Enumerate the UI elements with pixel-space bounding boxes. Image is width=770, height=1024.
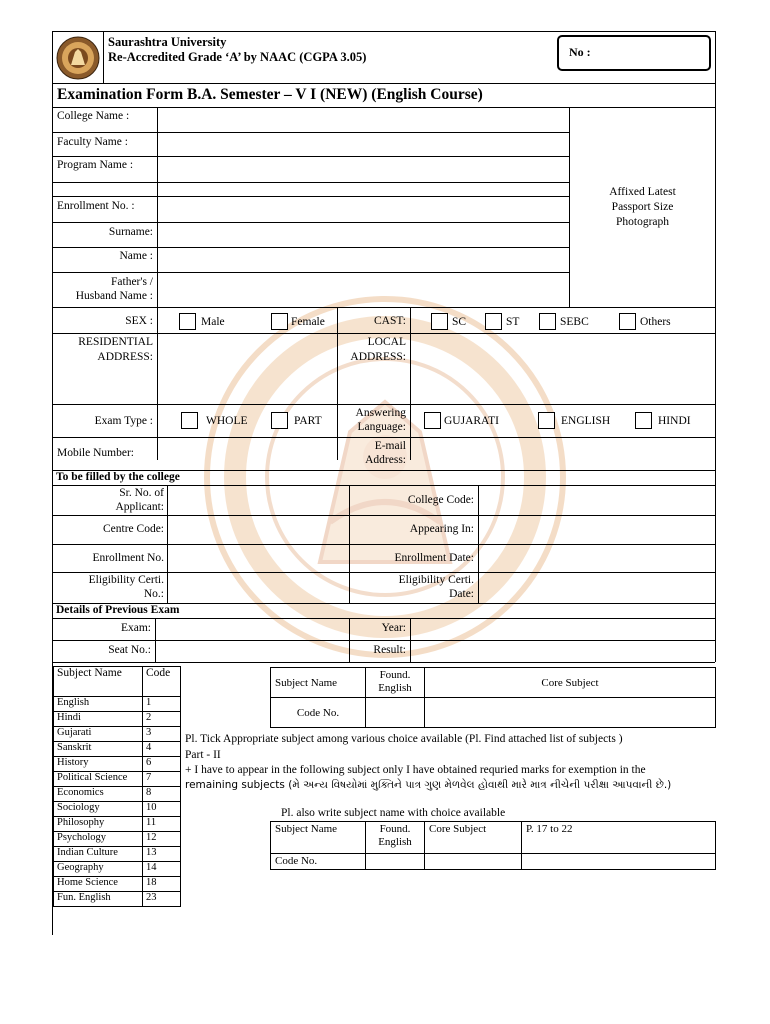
whole-checkbox[interactable] (181, 412, 198, 429)
sr-no-field[interactable] (168, 486, 348, 514)
residential-address-label-1: RESIDENTIAL (78, 336, 153, 348)
accreditation-text: Re-Accredited Grade ‘A’ by NAAC (CGPA 3.05) (108, 50, 367, 64)
prev-result-field[interactable] (411, 641, 714, 662)
subject-name-cell: Geography (54, 862, 143, 877)
table-row (54, 697, 181, 712)
found-label: Found. (379, 823, 411, 835)
english-label: ENGLISH (561, 415, 611, 427)
centre-code-label: Centre Code: (103, 523, 164, 535)
table-row (54, 817, 181, 832)
previous-exam-heading: Details of Previous Exam (56, 604, 180, 616)
gujarati-checkbox[interactable] (424, 412, 441, 429)
college-name-field[interactable] (158, 108, 568, 132)
cast-label: CAST: (373, 315, 406, 327)
exam-type-label: Exam Type : (94, 415, 153, 427)
college-name-label: College Name : (57, 110, 130, 122)
female-label: Female (291, 316, 325, 328)
subject-code-cell: 1 (143, 697, 181, 712)
subject-name-cell: Gujarati (54, 727, 143, 742)
sex-label: SEX : (125, 315, 153, 327)
choice-subject-name-label: Subject Name (271, 668, 366, 698)
exemption-core-subject-label: Core Subject (425, 822, 522, 854)
eligibility-certi-date-field[interactable] (479, 573, 714, 602)
subject-code-cell: 12 (143, 832, 181, 847)
female-checkbox[interactable] (271, 313, 288, 330)
st-checkbox[interactable] (485, 313, 502, 330)
prev-year-label: Year: (381, 622, 406, 634)
sr-no-label-1: Sr. No. of (119, 487, 164, 499)
enrollment-no-field[interactable] (158, 197, 568, 221)
st-label: ST (506, 316, 520, 328)
sc-checkbox[interactable] (431, 313, 448, 330)
choice-found-english-field[interactable] (366, 698, 425, 728)
subject-code-cell: 13 (143, 847, 181, 862)
exemption-subject-table (270, 821, 716, 870)
email-label-2: Address: (365, 454, 406, 466)
sebc-label: SEBC (560, 316, 589, 328)
subject-code-cell: 14 (143, 862, 181, 877)
local-address-label-1: LOCAL (367, 336, 406, 348)
subject-code-cell: 6 (143, 757, 181, 772)
subject-code-cell: 3 (143, 727, 181, 742)
exemption-core-subject-field[interactable] (425, 854, 522, 870)
exemption-paper-field[interactable] (522, 854, 716, 870)
choice-code-no-label: Code No. (271, 698, 366, 728)
email-field[interactable] (411, 438, 714, 459)
photo-box[interactable] (570, 108, 714, 306)
answering-language-label-2: Language: (357, 421, 406, 433)
subject-name-cell: Hindi (54, 712, 143, 727)
eligibility-certi-no-field[interactable] (168, 573, 348, 602)
table-row (54, 787, 181, 802)
subject-name-cell: Philosophy (54, 817, 143, 832)
residential-address-field[interactable] (158, 334, 336, 403)
male-label: Male (201, 316, 225, 328)
college-code-label: College Code: (407, 494, 474, 506)
fathers-name-label-1: Father's / (111, 276, 153, 288)
eligibility-certi-date-label-1: Eligibility Certi. (398, 574, 474, 586)
male-checkbox[interactable] (179, 313, 196, 330)
choice-core-subject-field[interactable] (425, 698, 716, 728)
subject-name-cell: Sanskrit (54, 742, 143, 757)
instruction-exemption: + I have to appear in the following subject only I have obtained requried marks for exemption in the (185, 764, 646, 776)
table-row (54, 772, 181, 787)
appearing-in-field[interactable] (479, 516, 714, 544)
photo-label-3: Photograph (615, 216, 670, 228)
others-label: Others (640, 316, 671, 328)
appearing-in-label: Appearing In: (409, 523, 474, 535)
exemption-paper-range-label: P. 17 to 22 (522, 822, 716, 854)
local-address-field[interactable] (411, 334, 714, 403)
email-label-1: E-mail (374, 440, 406, 452)
sc-label: SC (452, 316, 467, 328)
name-field[interactable] (158, 248, 568, 271)
program-name-label: Program Name : (57, 159, 134, 171)
university-name: Saurashtra University (108, 35, 227, 49)
college-enrollment-no-field[interactable] (168, 545, 348, 572)
eligibility-certi-no-label-1: Eligibility Certi. (88, 574, 164, 586)
local-address-label-2: ADDRESS: (350, 351, 406, 363)
instruction-write-subject: Pl. also write subject name with choice available (281, 807, 506, 819)
photo-label-2: Passport Size (611, 201, 674, 213)
subject-code-cell: 2 (143, 712, 181, 727)
enrollment-date-field[interactable] (479, 545, 714, 572)
sr-no-label-2: Applicant: (115, 501, 164, 513)
eligibility-certi-date-label-2: Date: (449, 588, 474, 600)
subject-code-table (53, 666, 181, 907)
subject-code-cell: 4 (143, 742, 181, 757)
exemption-subject-name-label: Subject Name (271, 822, 366, 854)
fathers-name-field[interactable] (158, 273, 568, 306)
table-row (54, 832, 181, 847)
subject-name-cell: Psychology (54, 832, 143, 847)
subject-choice-table (270, 667, 716, 728)
sebc-checkbox[interactable] (539, 313, 556, 330)
subject-name-header: Subject Name (54, 667, 143, 697)
subject-name-cell: History (54, 757, 143, 772)
subject-code-cell: 8 (143, 787, 181, 802)
instruction-part-ii: Part - II (185, 749, 221, 761)
mobile-number-label: Mobile Number: (57, 447, 134, 459)
prev-exam-label: Exam: (120, 622, 151, 634)
college-enrollment-no-label: Enrollment No. (92, 552, 164, 564)
table-row (54, 847, 181, 862)
answering-language-label-1: Answering (355, 407, 406, 419)
college-section-heading: To be filled by the college (56, 471, 180, 483)
exemption-found-english-field[interactable] (366, 854, 425, 870)
table-row (54, 892, 181, 907)
choice-core-subject-label: Core Subject (425, 668, 716, 698)
subject-code-cell: 23 (143, 892, 181, 907)
subject-name-cell: English (54, 697, 143, 712)
prev-result-label: Result: (373, 644, 406, 656)
surname-label: Surname: (108, 226, 153, 238)
subject-name-cell: Economics (54, 787, 143, 802)
table-row (54, 802, 181, 817)
subject-code-cell: 18 (143, 877, 181, 892)
subject-code-cell: 11 (143, 817, 181, 832)
whole-label: WHOLE (206, 415, 248, 427)
faculty-name-label: Faculty Name : (57, 136, 128, 148)
english-checkbox[interactable] (538, 412, 555, 429)
prev-year-field[interactable] (411, 619, 714, 640)
table-row (54, 862, 181, 877)
table-row (54, 757, 181, 772)
fathers-name-label-2: Husband Name : (75, 290, 153, 302)
prev-seat-no-label: Seat No.: (108, 644, 151, 656)
subject-name-cell: Political Science (54, 772, 143, 787)
enrollment-no-label: Enrollment No. : (57, 200, 135, 212)
form-number-box[interactable] (557, 35, 711, 71)
table-row (54, 712, 181, 727)
subject-name-cell: Indian Culture (54, 847, 143, 862)
enrollment-date-label: Enrollment Date: (394, 552, 474, 564)
english-label: English (378, 836, 412, 848)
eligibility-certi-no-label-2: No.: (143, 588, 164, 600)
table-row (54, 877, 181, 892)
name-label: Name : (119, 250, 153, 262)
subject-code-cell: 7 (143, 772, 181, 787)
form-title: Examination Form B.A. Semester – V I (NEW) (English Course) (57, 86, 483, 103)
subject-name-cell: Sociology (54, 802, 143, 817)
faculty-name-field[interactable] (158, 133, 568, 155)
part-label: PART (294, 415, 322, 427)
english-label: English (378, 682, 412, 694)
exemption-found-english-label (366, 822, 425, 854)
gujarati-label: GUJARATI (444, 415, 499, 427)
surname-field[interactable] (158, 223, 568, 246)
prev-seat-no-field[interactable] (156, 641, 348, 662)
table-row (54, 727, 181, 742)
instruction-tick-subject: Pl. Tick Appropriate subject among various choice available (Pl. Find attached list of subjects ) (185, 733, 623, 745)
choice-found-english-label (366, 668, 425, 698)
subject-code-cell: 10 (143, 802, 181, 817)
college-code-field[interactable] (479, 486, 714, 514)
exemption-code-no-label: Code No. (271, 854, 366, 870)
mobile-number-field[interactable] (158, 438, 336, 459)
subject-name-cell: Fun. English (54, 892, 143, 907)
form-number-label: No : (569, 45, 591, 59)
university-logo (56, 36, 100, 80)
code-header: Code (143, 667, 181, 697)
part-checkbox[interactable] (271, 412, 288, 429)
subject-name-cell: Home Science (54, 877, 143, 892)
centre-code-field[interactable] (168, 516, 348, 544)
others-checkbox[interactable] (619, 313, 636, 330)
subject-table-header (54, 667, 181, 697)
table-row (54, 742, 181, 757)
found-label: Found. (379, 669, 411, 681)
program-name-field[interactable] (158, 157, 568, 181)
hindi-checkbox[interactable] (635, 412, 652, 429)
photo-label-1: Affixed Latest (609, 186, 676, 198)
prev-exam-field[interactable] (156, 619, 348, 640)
residential-address-label-2: ADDRESS: (97, 351, 153, 363)
hindi-label: HINDI (658, 415, 691, 427)
instruction-gujarati: remaining subjects (મે અન્ય વિષયોમાં મુક્તિને પાત્ર ગુણ મેળવેલ હોવાથી મારે માત્ર નીચેની પરીક્ષા આપવાની છે.) (185, 779, 672, 791)
